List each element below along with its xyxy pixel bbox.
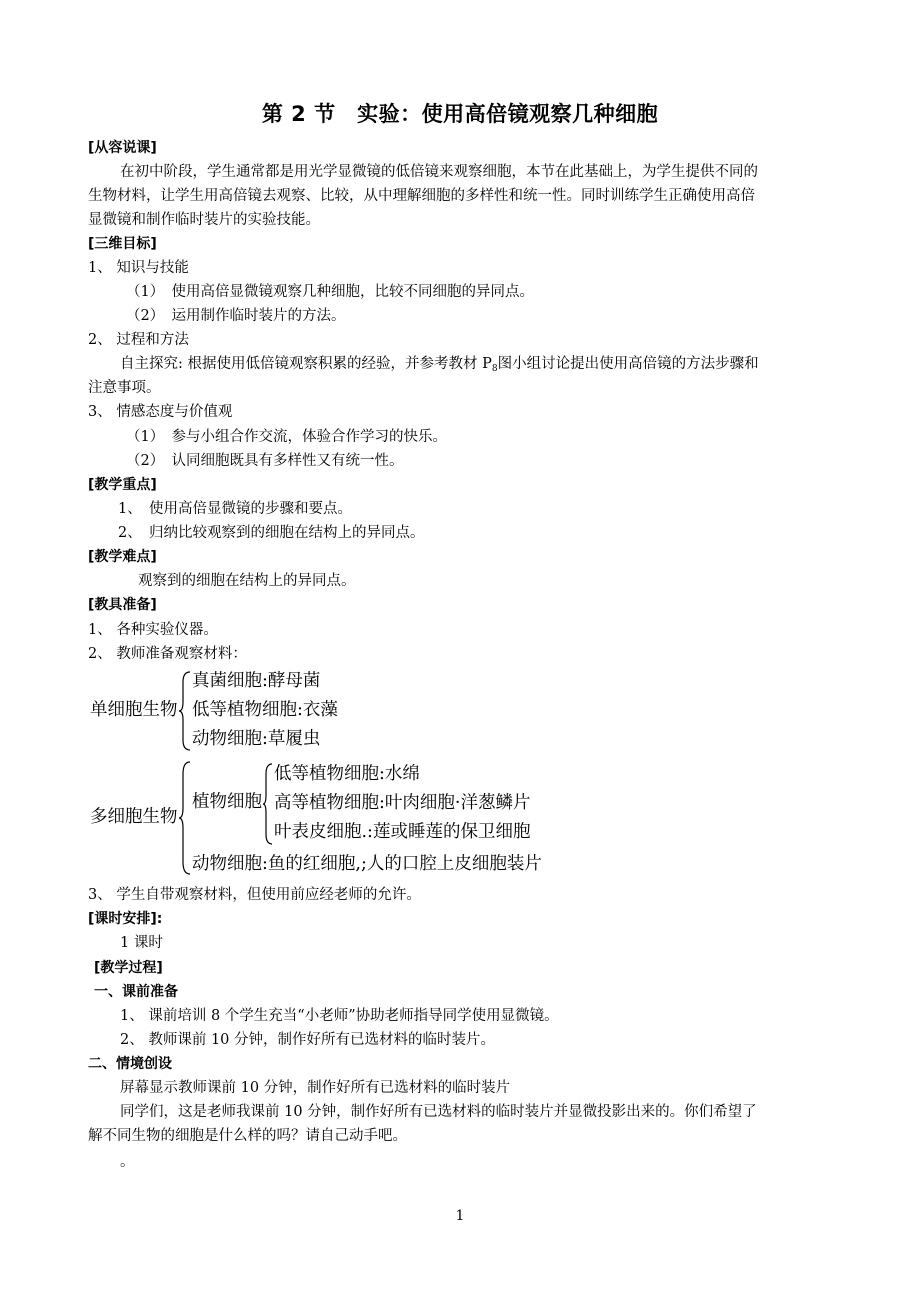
paragraph-line: 屏幕显示教师课前 10 分钟，制作好所有已选材料的临时装片	[120, 1080, 511, 1096]
tree-item: 真菌细胞:酵母菌	[192, 671, 321, 691]
section-heading-difficulties: [教学难点]	[88, 549, 157, 565]
list-item: 1、 课前培训 8 个学生充当“小老师”协助老师指导同学使用显微镜。	[120, 1008, 559, 1024]
list-item: 3、 情感态度与价值观	[88, 404, 233, 420]
subheading-preparation: 一、课前准备	[94, 984, 178, 1000]
tree-node-plant-cell: 植物细胞	[192, 792, 262, 812]
tree-item: 高等植物细胞:叶肉细胞·洋葱鳞片	[274, 793, 531, 813]
left-brace-icon	[178, 760, 192, 876]
list-item: 1、 各种实验仪器。	[88, 622, 218, 638]
section-heading-schedule: [课时安排]:	[88, 911, 163, 927]
tree-root-multicellular: 多细胞生物	[90, 807, 178, 827]
paragraph-line: 观察到的细胞在结构上的异同点。	[138, 573, 356, 589]
paragraph-line: 注意事项。	[88, 380, 161, 396]
paragraph-line: 。	[120, 1154, 135, 1170]
list-item: 2、 教师课前 10 分钟，制作好所有已选材料的临时装片。	[120, 1032, 496, 1048]
subheading-scenario: 二、情境创设	[88, 1056, 172, 1072]
page-title: 第 2 节 实验：使用高倍镜观察几种细胞	[261, 102, 659, 126]
section-heading-materials: [教具准备]	[88, 597, 157, 613]
list-item: （2） 运用制作临时装片的方法。	[126, 308, 346, 324]
text-run: 自主探究: 根据使用低倍镜观察积累的经验，并参考教材 P	[120, 356, 492, 372]
list-item: （1） 参与小组合作交流，体验合作学习的快乐。	[126, 429, 447, 445]
list-item: 1、 知识与技能	[88, 260, 189, 276]
list-item: 2、 归纳比较观察到的细胞在结构上的异同点。	[118, 525, 425, 541]
paragraph-line: 1 课时	[120, 935, 163, 951]
list-item: 2、 教师准备观察材料：	[88, 646, 247, 662]
list-item: （2） 认同细胞既具有多样性又有统一性。	[126, 453, 404, 469]
paragraph-line: 同学们，这是老师我课前 10 分钟，制作好所有已选材料的临时装片并显微投影出来的。你们希望了	[120, 1104, 757, 1120]
section-heading-key-points: [教学重点]	[88, 477, 157, 493]
section-heading-process: [教学过程]	[94, 960, 163, 976]
subscript: 8	[491, 364, 498, 374]
paragraph-line: 在初中阶段，学生通常都是用光学显微镜的低倍镜来观察细胞，本节在此基础上，为学生提供不同的	[120, 164, 758, 180]
tree-root-unicellular: 单细胞生物	[90, 700, 178, 720]
paragraph-line: 显微镜和制作临时装片的实验技能。	[88, 212, 320, 228]
list-item: （1） 使用高倍显微镜观察几种细胞，比较不同细胞的异同点。	[126, 284, 534, 300]
section-heading-intro: [从容说课]	[88, 140, 157, 156]
paragraph-line	[120, 354, 759, 379]
tree-item: 动物细胞:草履虫	[192, 729, 321, 749]
section-heading-objectives: [三维目标]	[88, 236, 157, 252]
left-brace-icon	[178, 670, 192, 752]
list-item: 1、 使用高倍显微镜的步骤和要点。	[118, 501, 352, 517]
list-item: 3、 学生自带观察材料，但使用前应经老师的允许。	[88, 887, 421, 903]
page-number: 1	[455, 1208, 465, 1224]
text-run: 图小组讨论提出使用高倍镜的方法步骤和	[497, 356, 759, 372]
paragraph-line: 解不同生物的细胞是什么样的吗？请自己动手吧。	[88, 1128, 407, 1144]
tree-item: 叶表皮细胞.:莲或睡莲的保卫细胞	[274, 822, 531, 842]
tree-item: 低等植物细胞:衣藻	[192, 700, 338, 720]
paragraph-line: 生物材料，让学生用高倍镜去观察、比较，从中理解细胞的多样性和统一性。同时训练学生正确使用高倍	[88, 188, 755, 204]
left-brace-icon	[262, 762, 274, 846]
tree-node-animal-cell: 动物细胞:鱼的红细胞,;人的口腔上皮细胞装片	[192, 854, 542, 874]
list-item: 2、 过程和方法	[88, 332, 189, 348]
tree-item: 低等植物细胞:水绵	[274, 764, 420, 784]
